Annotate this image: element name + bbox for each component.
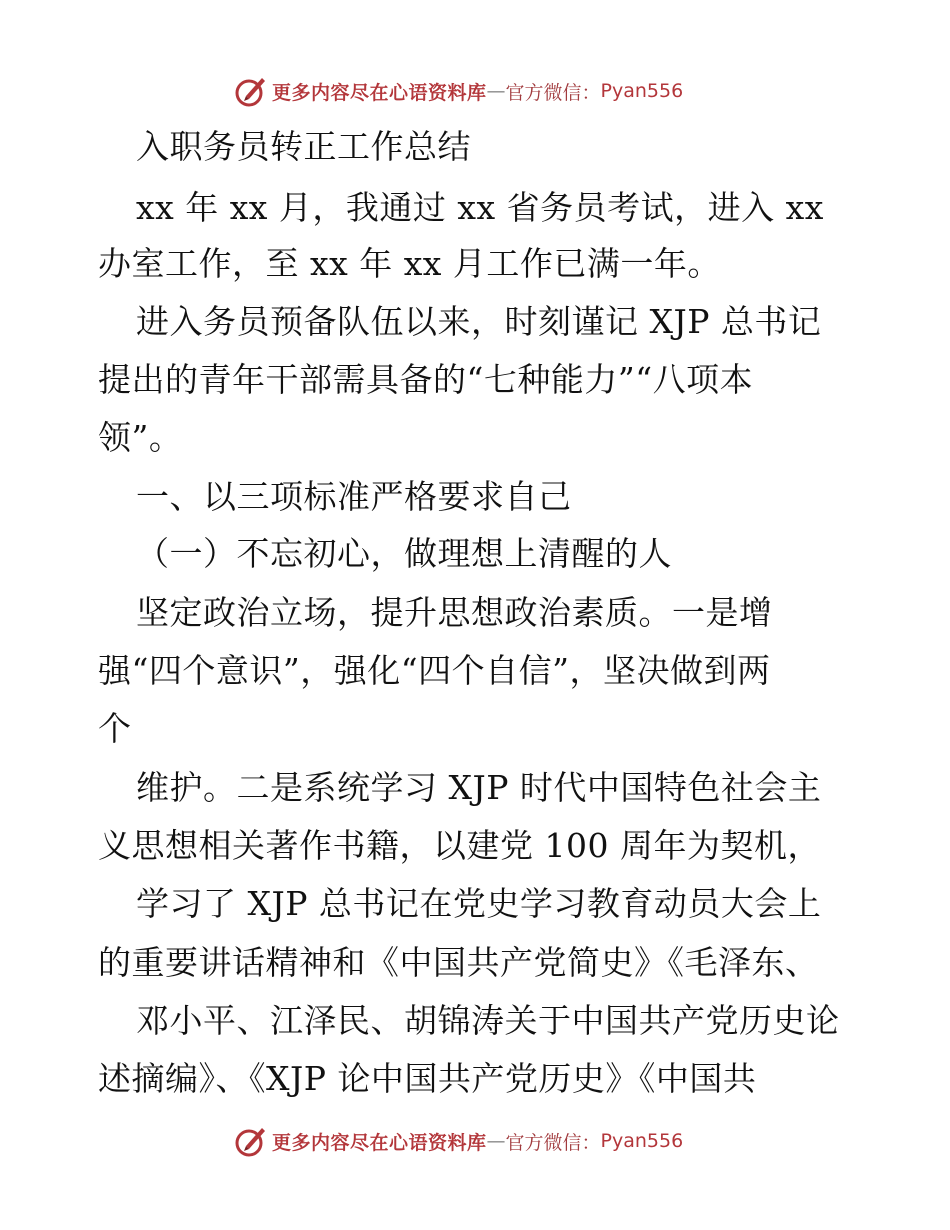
- paragraph-line: 学习了 XJP 总书记在党史学习教育动员大会上: [136, 884, 822, 923]
- section-heading: 一、以三项标准严格要求自己: [136, 477, 572, 516]
- paragraph-line: xx 年 xx 月，我通过 xx 省务员考试，进入 xx: [136, 188, 824, 227]
- paragraph-line: 述摘编》、《XJP 论中国共产党历史》《中国共: [98, 1059, 757, 1098]
- paragraph-line: 进入务员预备队伍以来，时刻谨记 XJP 总书记: [136, 302, 822, 341]
- watermark-wechat-id: Pyan556: [600, 1130, 684, 1152]
- watermark-separator: —: [486, 80, 506, 102]
- watermark-text: 更多内容尽在心语资料库: [272, 81, 487, 104]
- document-title: 入职务员转正工作总结: [136, 127, 471, 166]
- paragraph-line: 个: [98, 709, 132, 748]
- paragraph-line: 维护。二是系统学习 XJP 时代中国特色社会主: [136, 768, 822, 807]
- watermark-official-label: 官方微信：: [505, 81, 601, 104]
- footer-watermark: [234, 1121, 754, 1161]
- paragraph-line: 邓小平、江泽民、胡锦涛关于中国共产党历史论: [136, 1001, 840, 1040]
- paragraph-line: 提出的青年干部需具备的“七种能力”“八项本: [98, 360, 754, 399]
- quill-pen-logo-icon: [234, 1124, 268, 1158]
- subsection-heading: （一）不忘初心，做理想上清醒的人: [136, 534, 672, 573]
- watermark-wechat-id: Pyan556: [600, 80, 684, 102]
- paragraph-line: 坚定政治立场，提升思想政治素质。一是增: [136, 593, 773, 632]
- paragraph-line: 义思想相关著作书籍，以建党 100 周年为契机，: [98, 826, 821, 865]
- paragraph-line: 领”。: [98, 418, 183, 457]
- quill-pen-logo-icon: [234, 74, 268, 108]
- paragraph-line: 强“四个意识”，强化“四个自信”，坚决做到两: [98, 651, 771, 690]
- watermark-text: 更多内容尽在心语资料库: [272, 1131, 487, 1154]
- header-watermark: [234, 71, 754, 111]
- watermark-official-label: 官方微信：: [505, 1131, 601, 1154]
- paragraph-line: 办室工作，至 xx 年 xx 月工作已满一年。: [98, 244, 721, 283]
- paragraph-line: 的重要讲话精神和《中国共产党简史》《毛泽东、: [98, 943, 819, 982]
- watermark-separator: —: [486, 1130, 506, 1152]
